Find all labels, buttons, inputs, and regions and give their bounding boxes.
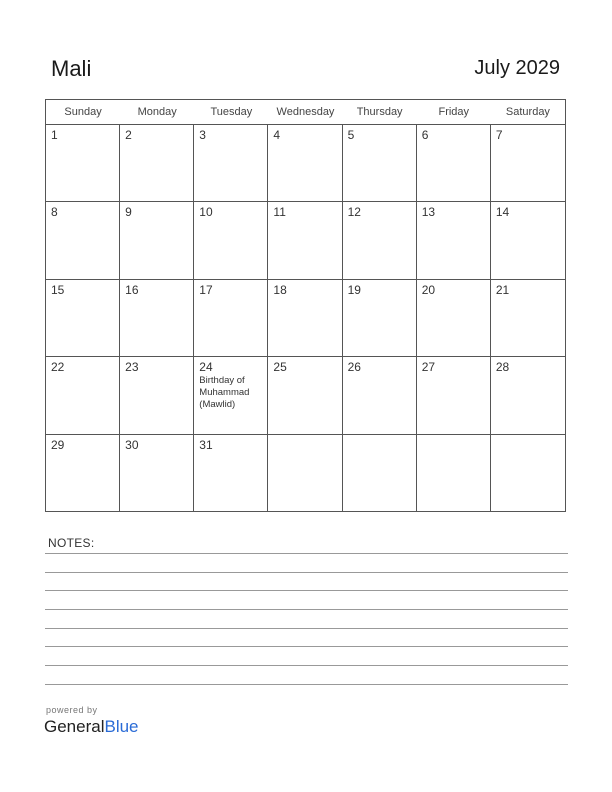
day-cell xyxy=(491,280,565,357)
brand-name-general: General xyxy=(44,717,105,736)
weekday-label: Thursday xyxy=(356,106,403,118)
day-number: 7 xyxy=(495,128,503,142)
day-number: 3 xyxy=(199,128,206,142)
day-cell xyxy=(343,202,417,279)
day-number: 31 xyxy=(199,437,213,452)
notes-line xyxy=(45,684,568,685)
day-number: 20 xyxy=(421,282,436,297)
day-cell xyxy=(343,435,417,512)
day-cell xyxy=(120,435,194,512)
day-cell xyxy=(417,435,491,512)
day-cell xyxy=(120,357,194,434)
day-cell xyxy=(417,125,491,202)
day-cell xyxy=(343,280,417,357)
notes-line xyxy=(45,609,568,610)
day-cell xyxy=(343,125,417,202)
weekday-label: Saturday xyxy=(505,106,550,118)
brand-logo xyxy=(44,717,139,737)
day-cell xyxy=(268,357,342,434)
day-number: 1 xyxy=(51,128,58,142)
day-number: 16 xyxy=(125,282,139,297)
notes-line xyxy=(45,590,568,591)
day-cell xyxy=(194,280,268,357)
day-number: 26 xyxy=(347,360,361,375)
day-cell xyxy=(46,357,120,434)
day-number: 8 xyxy=(51,205,58,220)
day-cell xyxy=(120,202,194,279)
notes-line xyxy=(45,628,568,629)
day-number: 9 xyxy=(125,205,132,220)
day-number: 13 xyxy=(421,205,436,220)
weekday-label: Monday xyxy=(137,106,177,118)
day-cell xyxy=(491,125,565,202)
calendar-grid xyxy=(45,99,566,512)
powered-by-text: powered by xyxy=(46,705,98,715)
day-cell xyxy=(343,357,417,434)
weekday-label: Wednesday xyxy=(276,106,335,118)
day-number: 4 xyxy=(273,128,281,142)
notes-line xyxy=(45,665,568,666)
day-cell xyxy=(194,125,268,202)
day-cell xyxy=(268,125,342,202)
day-number: 29 xyxy=(51,437,65,452)
day-number: 28 xyxy=(495,360,510,375)
day-number: 2 xyxy=(125,128,132,142)
day-number: 25 xyxy=(273,360,287,375)
day-number: 15 xyxy=(51,282,65,297)
day-cell xyxy=(46,125,120,202)
day-number: 19 xyxy=(347,282,361,297)
day-number: 27 xyxy=(421,360,436,375)
day-cell xyxy=(194,202,268,279)
day-cell xyxy=(417,357,491,434)
day-cell xyxy=(417,202,491,279)
notes-line xyxy=(45,572,568,573)
day-cell xyxy=(491,357,565,434)
day-number: 11 xyxy=(273,205,286,220)
day-number: 6 xyxy=(421,128,429,142)
day-number: 24 xyxy=(199,360,213,375)
day-cell xyxy=(268,280,342,357)
weekday-label: Tuesday xyxy=(210,106,253,118)
day-number: 21 xyxy=(495,282,510,297)
day-cell xyxy=(491,435,565,512)
day-number: 5 xyxy=(347,128,355,142)
day-cell xyxy=(120,125,194,202)
notes-label: NOTES: xyxy=(48,536,95,550)
day-cell xyxy=(268,202,342,279)
day-cell xyxy=(491,202,565,279)
day-number: 14 xyxy=(495,205,510,220)
month-title: July 2029 xyxy=(474,57,560,79)
brand-name-blue: Blue xyxy=(104,717,139,736)
day-number: 10 xyxy=(199,205,213,220)
notes-line xyxy=(45,553,568,554)
weekday-label: Friday xyxy=(438,106,470,118)
day-cell xyxy=(194,435,268,512)
weekday-label: Sunday xyxy=(64,106,102,118)
calendar-body xyxy=(46,125,565,512)
day-number: 12 xyxy=(347,205,361,220)
day-number: 23 xyxy=(125,360,139,375)
day-number: 30 xyxy=(125,437,139,452)
day-cell xyxy=(417,280,491,357)
day-cell xyxy=(120,280,194,357)
day-number: 22 xyxy=(51,360,65,375)
day-number: 17 xyxy=(199,282,213,297)
day-cell xyxy=(46,202,120,279)
day-cell xyxy=(46,435,120,512)
day-cell xyxy=(268,435,342,512)
country-title: Mali xyxy=(51,56,92,81)
notes-line xyxy=(45,646,568,647)
day-cell xyxy=(46,280,120,357)
day-number: 18 xyxy=(273,282,287,297)
holiday-label: Birthday of Muhammad (Mawlid) xyxy=(199,375,250,411)
day-cell xyxy=(194,357,268,434)
weekday-header xyxy=(46,100,565,125)
